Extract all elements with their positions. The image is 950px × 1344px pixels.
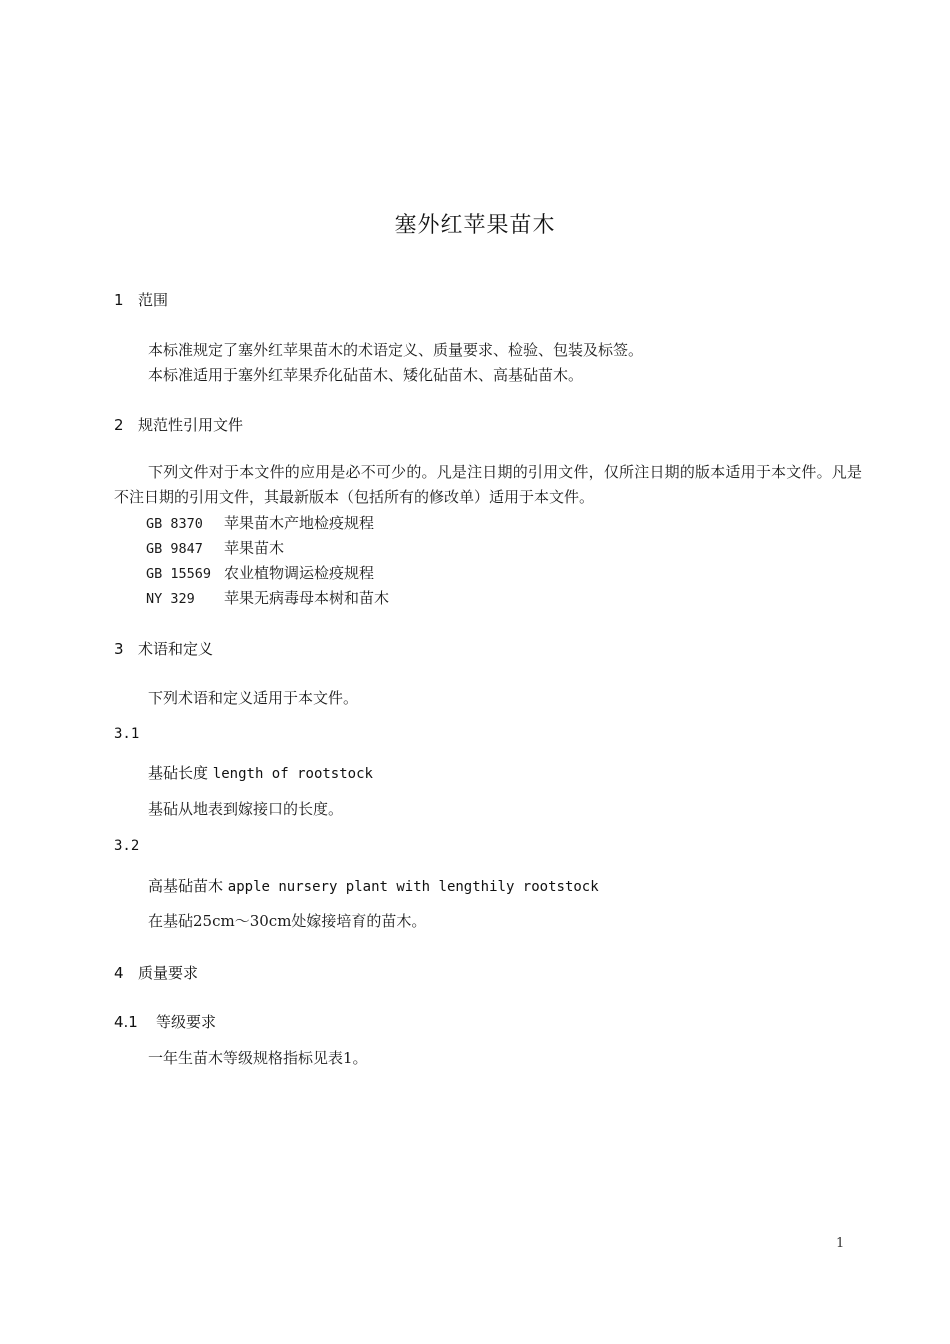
section-3-heading	[114, 638, 213, 659]
reference-item	[146, 512, 374, 533]
term-chinese: 基砧长度	[148, 764, 209, 782]
reference-code: NY 329	[146, 591, 195, 607]
reference-title: 苹果苗木	[224, 539, 285, 557]
document-title: 塞外红苹果苗木	[394, 213, 556, 238]
term-english: apple nursery plant with lengthily rootstock	[227, 879, 599, 895]
section-2-intro: 下列文件对于本文件的应用是必不可少的。凡是注日期的引用文件，仅所注日期的版本适用于本文件。凡是不注日期的引用文件，其最新版本（包括所有的修改单）适用于本文件。	[114, 463, 862, 506]
term-number: 3.1	[114, 726, 140, 742]
section-title: 术语和定义	[138, 640, 214, 658]
section-title: 质量要求	[138, 964, 199, 982]
reference-title: 苹果苗木产地检疫规程	[224, 514, 375, 532]
term-number: 3.2	[114, 838, 140, 854]
section-title: 范围	[138, 291, 169, 309]
section-number: 3	[114, 640, 124, 658]
section-number: 1	[114, 291, 124, 309]
reference-item	[146, 537, 284, 558]
subsection-4-1-heading	[114, 1011, 216, 1032]
reference-code: GB 15569	[146, 566, 212, 582]
term-definition: 基砧从地表到嫁接口的长度。	[148, 800, 344, 818]
section-title: 规范性引用文件	[138, 416, 244, 434]
section-1-paragraph-1: 本标准规定了塞外红苹果苗木的术语定义、质量要求、检验、包装及标签。	[148, 341, 644, 359]
reference-item	[146, 562, 374, 583]
term-english: length of rootstock	[212, 766, 373, 782]
section-1-paragraph-2: 本标准适用于塞外红苹果乔化砧苗木、矮化砧苗木、高基砧苗木。	[148, 366, 584, 384]
reference-title: 农业植物调运检疫规程	[224, 564, 375, 582]
section-number: 2	[114, 416, 124, 434]
term-chinese: 高基砧苗木	[148, 877, 224, 895]
section-4-heading	[114, 962, 198, 983]
term-definition: 在基砧25cm～30cm处嫁接培育的苗木。	[148, 912, 427, 930]
page-number: 1	[836, 1236, 845, 1251]
reference-item	[146, 587, 389, 608]
subsection-title: 等级要求	[156, 1013, 217, 1031]
reference-code: GB 8370	[146, 516, 203, 532]
section-1-heading	[114, 289, 168, 310]
reference-code: GB 9847	[146, 541, 203, 557]
subsection-number: 4.1	[114, 1013, 138, 1031]
section-number: 4	[114, 964, 124, 982]
reference-title: 苹果无病毒母本树和苗木	[224, 589, 390, 607]
term-heading	[148, 762, 373, 783]
subsection-4-1-paragraph: 一年生苗木等级规格指标见表1。	[148, 1049, 368, 1067]
section-3-intro: 下列术语和定义适用于本文件。	[148, 689, 359, 707]
section-2-heading	[114, 414, 243, 435]
term-heading	[148, 875, 599, 896]
